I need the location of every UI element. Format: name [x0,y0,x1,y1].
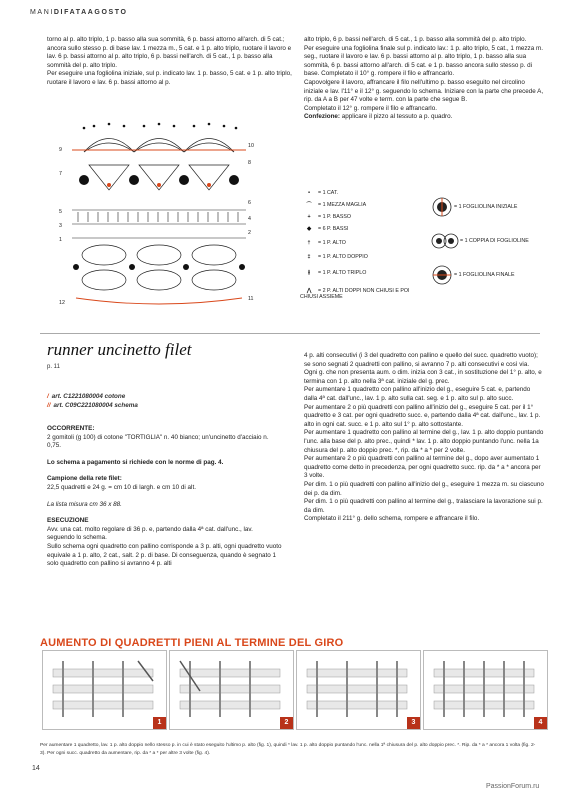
crochet-chart [64,120,254,315]
article-list [47,392,138,410]
step-figure-1 [42,650,167,730]
paragraph: Per eseguire una fogliolina finale sul p. indicato lav.: 1 p. alto triplo, 5 cat., 1 mezza m. seg., ruotare il lavoro e lav. 6 p. bassi attorno al p. alto triplo, 1 p. basso alla sua sommità, 6 p. bassi attorno all'arch. di 5 cat. e 1 p. basso ancora sullo stesso p. di base. Completato il 10° g. rompere il filo e affrancarlo. [304,44,543,78]
panel-number: 2 [280,717,293,729]
paragraph: Capovolgere il lavoro, affrancare il filo nell'ultimo p. basso eseguito nel circolino iniziale e lav. l'11° e il 12° g. seguendo lo schema. Iniziare con la parte che precede A, rip. da A a B per 47 volte e term. con la parte che segue B. [304,78,544,104]
chart-row-label-right: 11 [248,296,254,302]
confezione-label: Confezione: [304,113,341,121]
paragraph: alto triplo, 6 p. bassi nell'arch. di 5 cat., 1 p. basso alla sommità del p. alto triplo. [304,36,527,43]
legend-item [300,254,430,270]
six-single-crochet-symbol-icon: ◆ [306,226,312,232]
paragraph: Per aumentare 1 quadretto con pallino al termine del g., lav. 1 p. alto doppio puntando l'unc. alla base del p. alto prec., quindi * lav. 1 p. alto doppio puntando l'unc. nella 1a chiusura del p. alto doppio prec. *, rip. da * a * per 2 volte. [304,429,544,454]
step-figure-2 [169,650,294,730]
paragraph: Per dim. 1 o più quadretti con pallino al termine del g., tralasciare la lavorazione sui p. da dim. [304,498,543,514]
single-crochet-symbol-icon: + [307,214,311,220]
chart-row-label-right: 6 [248,200,251,206]
article-slash: / [47,393,49,400]
legend-label: = 1 P. ALTO [318,240,346,246]
step-figure-3 [296,650,421,730]
page-ref: p. 11 [47,364,60,370]
crochet-step-illustration-icon [424,651,547,729]
legend-item [430,224,529,258]
chain-symbol-icon: • [308,190,310,196]
chart-row-label-left: 1 [59,237,62,243]
legend-label: = 1 MEZZA MAGLIA [318,202,367,208]
esecuzione-head: ESECUZIONE [47,517,89,525]
paragraph: Per dim. 1 o più quadretti con pallino all'inizio del g., eseguire 1 mezza m. su ciascuno dei p. da dim. [304,480,544,497]
paragraph: Per aumentare 2 o più quadretti con pallino al termine del g., dopo aver aumentato 1 quadretto come detto in precedenza, per ogni quadretto succ. rip. da * a * ancora per 3 volte. [304,455,541,480]
paragraph: torno al p. alto triplo, 1 p. basso alla sua sommità, 6 p. bassi attorno all'arch. di 5 cat.; ancora sullo stesso p. di base lav. 1 mezza m., 5 cat. e 1 p. alto triplo, ruotare il lavoro e lav. 6 p. bassi attorno al p. alto triplo, 6 p. bassi nell'arch. di 5 cat., 1 p. basso alla sommità del p. alto triplo. [47,36,292,69]
confezione [304,113,544,122]
crochet-step-illustration-icon [170,651,293,729]
campione-text: 22,5 quadretti e 24 g. = cm 10 di largh. e cm 10 di alt. [47,483,196,491]
article-text: art. C09C221080004 schema [53,402,138,409]
paragraph: Ogni g. che non presenta aum. o dim. inizia con 3 cat., in sostituzione del 1° p. alto, e termina con 1 p. alto nella 3ª cat. iniziale del g. prec. [304,369,542,385]
chart-row-label-left: 9 [59,147,62,153]
chart-row-label-right: 8 [248,160,251,166]
step-figure-4 [423,650,548,730]
article-slash: // [47,402,51,409]
initial-leaf-icon [430,195,454,219]
crochet-chart-svg [64,120,254,315]
article-text: art. C1221080004 cotone [51,393,126,400]
panel-number: 4 [534,717,547,729]
legend-label: = 1 FOGLIOLINA FINALE [454,272,515,278]
legend-item [430,190,529,224]
panel-number: 1 [153,717,166,729]
left-column [47,425,282,569]
legend-label: = 1 P. ALTO TRIPLO [318,270,367,276]
paragraph: 4 p. alti consecutivi (i 3 del quadretto con pallino e quello del succ. quadretto vuoto); se sono segnati 2 quadretti con pallino, si avranno 7 p. alti consecutivi e così via. [304,352,538,368]
schema-note: Lo schema a pagamento si richiede con le norme di pag. 4. [47,458,224,466]
paragraph: Per eseguire una fogliolina iniziale, sul p. indicato lav. 1 p. basso, 5 cat. e 1 p. alto triplo, ruotare il lavoro e lav. 6 p. bassi attorno al p. [47,70,292,86]
legend-item [300,288,425,300]
legend-label: = 2 P. ALTI DOPPI NON CHIUSI E POI CHIUSI ASSIEME [300,288,410,300]
legend-item [300,190,430,202]
legend-item [300,240,430,254]
top-left-text [47,36,293,88]
cluster-symbol-icon: ⋀ [306,288,312,294]
chart-row-label-right: 4 [248,216,251,222]
page-number: 14 [32,765,40,772]
panel-number: 3 [407,717,420,729]
treble-crochet-symbol-icon: ‡ [307,254,311,260]
paragraph: Avv. una cat. molto regolare di 36 p. e, partendo dalla 4ª cat. dall'unc., lav. seguendo lo schema. [47,525,253,542]
top-right-text [304,36,544,122]
header-month: AGOSTO [87,9,128,16]
chart-row-label-left: 7 [59,171,62,177]
misura-text: La lista misura cm 36 x 88. [47,500,122,508]
watermark: PassionForum.ru [486,783,540,790]
legend-item [300,270,430,288]
double-crochet-symbol-icon: † [307,240,311,246]
legend-left [300,190,430,300]
legend-label: = 1 P. ALTO DOPPIO [318,254,368,260]
right-column [304,352,544,524]
header-difata: DIFATA [53,9,88,16]
legend-label: = 1 COPPIA DI FOGLIOLINE [460,238,529,244]
legend-item [300,214,430,226]
triple-treble-symbol-icon: ⫲ [308,270,310,276]
occorrente-text: 2 gomitoli (g 100) di cotone "TORTIGLIA" n. 40 bianco; un'uncinetto d'acciaio n. 0,75. [47,433,269,450]
paragraph: Completato il 211° g. dello schema, rompere e affrancare il filo. [304,515,480,523]
chart-row-label-left: 3 [59,223,62,229]
confezione-text: applicare il pizzo al tessuto a p. quadro. [340,113,453,121]
legend-item [430,258,529,292]
legend-item [300,226,430,240]
legend-right [430,190,529,292]
aumento-title: AUMENTO DI QUADRETTI PIENI AL TERMINE DEL GIRO [40,637,344,649]
chart-row-label-left: 12 [59,300,65,306]
chart-row-label-left: 5 [59,209,62,215]
legend-label: = 1 P. BASSO [318,214,352,220]
crochet-step-illustration-icon [43,651,166,729]
campione-head: Campione della rete filet: [47,475,122,483]
paragraph: Sullo schema ogni quadretto con pallino corrisponde a 3 p. alti, ogni quadretto vuoto equivale a 1 p. alto, 2 cat., salt. 2 p. di base. Di conseguenza, quando è segnato 1 solo quadretto con pallino si avranno 4 p. alti [47,542,282,568]
legend-label: = 1 CAT. [318,190,339,196]
chart-row-label-right: 10 [248,143,254,149]
paragraph: Per aumentare 2 o più quadretti con pallino all'inizio del g., eseguire 5 cat. per il 1° quadretto e 3 cat. per ogni quadretto succ. e, partendo dalla 4ª cat. dall'unc., lav. 1 p. alto in ogni cat. succ. e 1 p. alto sul 1° p. alto sottostante. [304,403,541,428]
figure-caption: Per aumentare 1 quadretto, lav. 1 p. alto doppio nello stesso p. in cui è stato eseguito l'ultimo p. alto (fig. 1), quindi * lav. 1 p. alto doppio puntando l'unc. nella 1ª chiusura del p. alto doppio prec. *. Rip. da * a * ancora 1 volta (fig. 2-3). Per ogni succ. quadretto da aumentare, rip. da * a * per altre 3 volte (fig. 4). [40,743,536,756]
legend-label: = 6 P. BASSI [318,226,349,232]
article-item [47,401,138,410]
section-title: runner uncinetto filet [47,340,192,359]
occorrente-head: OCCORRENTE: [47,425,95,432]
divider [40,333,540,334]
final-leaf-icon [430,263,454,287]
slip-stitch-symbol-icon: ⌒ [306,202,312,208]
legend-label: = 1 FOGLIOLINA INIZIALE [454,204,518,210]
paragraph: Completato il 12° g. rompere il filo e affrancarlo. [304,104,437,112]
paragraph: Per aumentare 1 quadretto con pallino all'inizio del g., eseguire 5 cat. e, partendo dalla 4ª cat. dall'unc., lav. 1 p. alto sulla cat. seg. e 1 p. alto sul p. alto succ. [304,386,531,402]
header-mani: MANI [30,9,54,16]
chart-row-label-right: 2 [248,230,251,236]
leaf-pair-icon [430,229,460,253]
legend-item [300,202,430,214]
magazine-header [30,9,128,16]
article-item [47,392,138,401]
crochet-step-illustration-icon [297,651,420,729]
